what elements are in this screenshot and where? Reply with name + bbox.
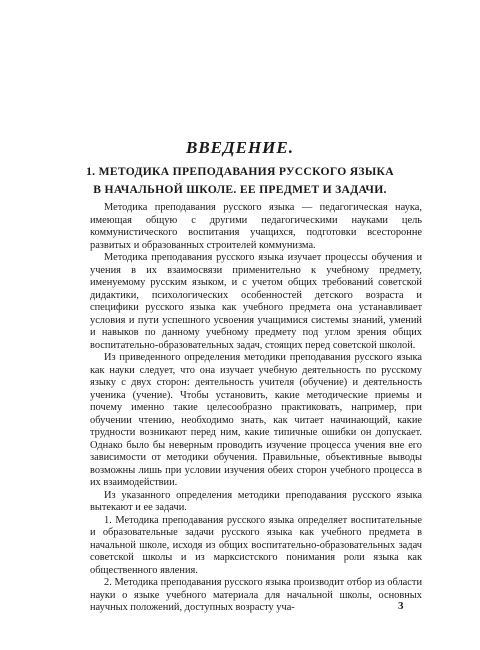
paragraph-1: Методика преподавания русского языка — педагогическая наука, имеющая общую с другими педагогическими науками цель коммунистического воспитания учащихся, подготовки всесторонне развитых и образованных строителей коммунизма. [90, 202, 422, 251]
chapter-title: ВВЕДЕНИЕ. [185, 138, 294, 157]
section-heading-line-1: 1. МЕТОДИКА ПРЕПОДАВАНИЯ РУССКОГО ЯЗЫКА [86, 165, 394, 178]
paragraph-2: Методика преподавания русского языка изучает процессы обучения и учения в их взаимосвязи применительно к учебному предмету, именуемому русским языком, и с учетом общих требований советской дидактики, психологических особенностей детского возраста и специфики русского языка как учебного предмета она устанавливает условия и пути успешного усвоения учащимися системы знаний, умений и навыков по данному учебному предмету под углом зрения общих воспитательно-образовательных задач, стоящих перед советской школой. [90, 252, 422, 351]
page-number: 3 [398, 600, 404, 612]
paragraph-4: Из указанного определения методики преподавания русского языка вытекают и ее задачи. [90, 489, 422, 513]
paragraph-6: 2. Методика преподавания русского языка производит отбор из области науки о языке учебного материала для начальной школы, основных научных положений, доступных возрасту уча- [90, 577, 422, 613]
paragraph-3: Из приведенного определения методики преподавания русского языка как науки следует, что она изучает учебную деятельность по русскому языку с двух сторон: деятельность учителя (обучение) и деятельность ученика (учение). Чтобы установить, какие методические приемы и почему именно такие целесообразно практиковать, например, при обучении чтению, необходимо знать, как читает начинающий, какие трудности возникают перед ним, какие типичные ошибки он допускает. Однако было бы неверным проводить изучение процесса учения вне его зависимости от методики обучения. Правильные, объективные выводы возможны лишь при условии изучения обеих сторон учебного процесса в их взаимодействии. [90, 352, 422, 488]
section-heading [60, 163, 420, 199]
body-text [90, 202, 422, 615]
paragraph-5: 1. Методика преподавания русского языка определяет воспитательные и образовательные задачи русского языка как учебного предмета в начальной школе, исходя из общих воспитательно-образовательных задач советской школы и из марксистского понимания роли языка как общественного явления. [90, 514, 422, 576]
section-heading-line-2: В НАЧАЛЬНОЙ ШКОЛЕ. ЕЕ ПРЕДМЕТ И ЗАДАЧИ. [93, 183, 387, 196]
